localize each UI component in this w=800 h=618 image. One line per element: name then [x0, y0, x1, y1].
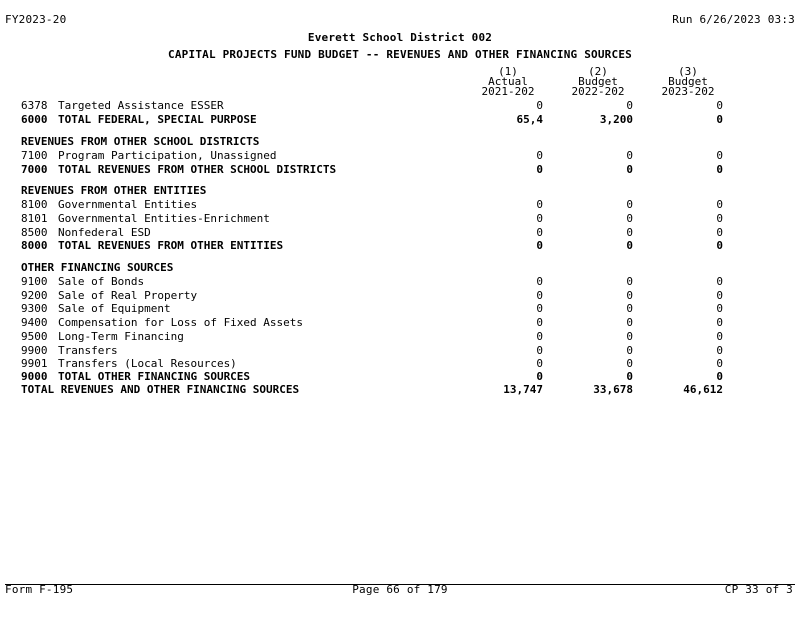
column-header-year: 2022-202	[571, 85, 625, 98]
amount-v2: 0	[626, 198, 633, 211]
amount-v2: 0	[626, 275, 633, 288]
table-row	[0, 303, 800, 315]
district-name: Everett School District 002	[307, 31, 493, 44]
page-number: Page 66 of 179	[352, 583, 448, 596]
total-row	[0, 240, 800, 252]
amount-v3: 0	[716, 239, 723, 252]
table-row	[0, 276, 800, 288]
account-code: 6000	[21, 113, 48, 126]
table-row	[0, 317, 800, 329]
amount-v2: 0	[626, 302, 633, 315]
account-code: 9400	[21, 316, 48, 329]
amount-v3: 0	[716, 99, 723, 112]
amount-v1: 0	[536, 275, 543, 288]
amount-v3: 0	[716, 113, 723, 126]
column-header-3	[648, 67, 728, 97]
account-description: TOTAL FEDERAL, SPECIAL PURPOSE	[58, 113, 257, 126]
amount-v1: 0	[536, 226, 543, 239]
account-code: 8500	[21, 226, 48, 239]
amount-v2: 3,200	[599, 113, 633, 126]
amount-v1: 0	[536, 212, 543, 225]
column-header-num: (2)	[588, 65, 608, 78]
amount-v3: 0	[716, 316, 723, 329]
account-description: Program Participation, Unassigned	[58, 149, 277, 162]
column-header-num: (1)	[498, 65, 518, 78]
amount-v2: 0	[626, 357, 633, 370]
total-row	[0, 384, 800, 396]
amount-v1: 0	[536, 357, 543, 370]
amount-v3: 0	[716, 344, 723, 357]
table-row	[0, 227, 800, 239]
total-row	[0, 164, 800, 176]
amount-v2: 0	[626, 330, 633, 343]
amount-v3: 0	[716, 357, 723, 370]
section-title: OTHER FINANCING SOURCES	[21, 261, 174, 274]
table-row	[0, 213, 800, 225]
amount-v1: 0	[536, 289, 543, 302]
amount-v3: 0	[716, 302, 723, 315]
amount-v2: 0	[626, 239, 633, 252]
total-row	[0, 371, 800, 383]
account-code: 8000	[21, 239, 48, 252]
account-code: 9200	[21, 289, 48, 302]
account-code: 9000	[21, 370, 48, 383]
amount-v1: 0	[536, 344, 543, 357]
column-header-year: 2021-202	[481, 85, 535, 98]
account-description: Nonfederal ESD	[58, 226, 151, 239]
amount-v1: 0	[536, 99, 543, 112]
report-title: CAPITAL PROJECTS FUND BUDGET -- REVENUES AND OTHER FINANCING SOURCES	[168, 48, 632, 61]
account-code: 8101	[21, 212, 48, 225]
run-info: Run 6/26/2023 03:3	[672, 13, 795, 26]
table-row	[0, 199, 800, 211]
account-description: Sale of Bonds	[58, 275, 145, 288]
amount-v3: 46,612	[683, 383, 723, 396]
section-heading	[0, 262, 800, 274]
amount-v3: 0	[716, 330, 723, 343]
fund-page-code: CP 33 of 3	[724, 583, 793, 596]
account-code: 9500	[21, 330, 48, 343]
amount-v1: 13,747	[503, 383, 543, 396]
account-description: TOTAL REVENUES FROM OTHER SCHOOL DISTRICTS	[58, 163, 337, 176]
account-code: 7100	[21, 149, 48, 162]
amount-v1: 0	[536, 239, 543, 252]
table-row	[0, 358, 800, 370]
amount-v1: 0	[536, 302, 543, 315]
account-code: 7000	[21, 163, 48, 176]
amount-v1: 0	[536, 198, 543, 211]
account-code: 9300	[21, 302, 48, 315]
account-description: TOTAL REVENUES FROM OTHER ENTITIES	[58, 239, 284, 252]
amount-v2: 0	[626, 370, 633, 383]
column-header-label: Budget	[578, 75, 618, 88]
account-description: Governmental Entities	[58, 198, 198, 211]
account-description: Targeted Assistance ESSER	[58, 99, 224, 112]
amount-v3: 0	[716, 198, 723, 211]
amount-v3: 0	[716, 226, 723, 239]
amount-v3: 0	[716, 370, 723, 383]
table-row	[0, 331, 800, 343]
amount-v1: 0	[536, 163, 543, 176]
account-description: TOTAL OTHER FINANCING SOURCES	[58, 370, 251, 383]
account-description: Sale of Real Property	[58, 289, 198, 302]
amount-v3: 0	[716, 212, 723, 225]
amount-v3: 0	[716, 289, 723, 302]
column-header-2	[558, 67, 638, 97]
account-code: 6378	[21, 99, 48, 112]
column-header-year: 2023-202	[661, 85, 715, 98]
amount-v2: 0	[626, 163, 633, 176]
amount-v3: 0	[716, 275, 723, 288]
account-code: 9901	[21, 357, 48, 370]
account-description: Long-Term Financing	[58, 330, 184, 343]
account-description: Governmental Entities-Enrichment	[58, 212, 270, 225]
amount-v2: 0	[626, 289, 633, 302]
column-header-label: Actual	[488, 75, 528, 88]
amount-v2: 0	[626, 99, 633, 112]
amount-v1: 0	[536, 370, 543, 383]
account-description: Sale of Equipment	[58, 302, 171, 315]
section-title: REVENUES FROM OTHER ENTITIES	[21, 184, 207, 197]
section-title: REVENUES FROM OTHER SCHOOL DISTRICTS	[21, 135, 260, 148]
amount-v1: 0	[536, 149, 543, 162]
table-row	[0, 290, 800, 302]
section-heading	[0, 185, 800, 197]
amount-v1: 0	[536, 316, 543, 329]
account-code: 8100	[21, 198, 48, 211]
form-number: Form F-195	[5, 583, 74, 596]
account-code: 9100	[21, 275, 48, 288]
column-header-num: (3)	[678, 65, 698, 78]
column-header-label: Budget	[668, 75, 708, 88]
account-description: Compensation for Loss of Fixed Assets	[58, 316, 304, 329]
account-description: Transfers (Local Resources)	[58, 357, 237, 370]
amount-v1: 65,4	[516, 113, 543, 126]
amount-v2: 33,678	[593, 383, 633, 396]
amount-v2: 0	[626, 149, 633, 162]
section-heading	[0, 136, 800, 148]
table-row	[0, 345, 800, 357]
grand-total-label: TOTAL REVENUES AND OTHER FINANCING SOURCES	[21, 383, 300, 396]
column-header-1	[468, 67, 548, 97]
amount-v2: 0	[626, 226, 633, 239]
table-row	[0, 150, 800, 162]
amount-v2: 0	[626, 344, 633, 357]
fiscal-year-label: FY2023-20	[5, 13, 67, 26]
account-code: 9900	[21, 344, 48, 357]
total-row	[0, 114, 800, 126]
amount-v2: 0	[626, 212, 633, 225]
amount-v3: 0	[716, 149, 723, 162]
amount-v3: 0	[716, 163, 723, 176]
table-row	[0, 100, 800, 112]
account-description: Transfers	[58, 344, 118, 357]
amount-v1: 0	[536, 330, 543, 343]
amount-v2: 0	[626, 316, 633, 329]
